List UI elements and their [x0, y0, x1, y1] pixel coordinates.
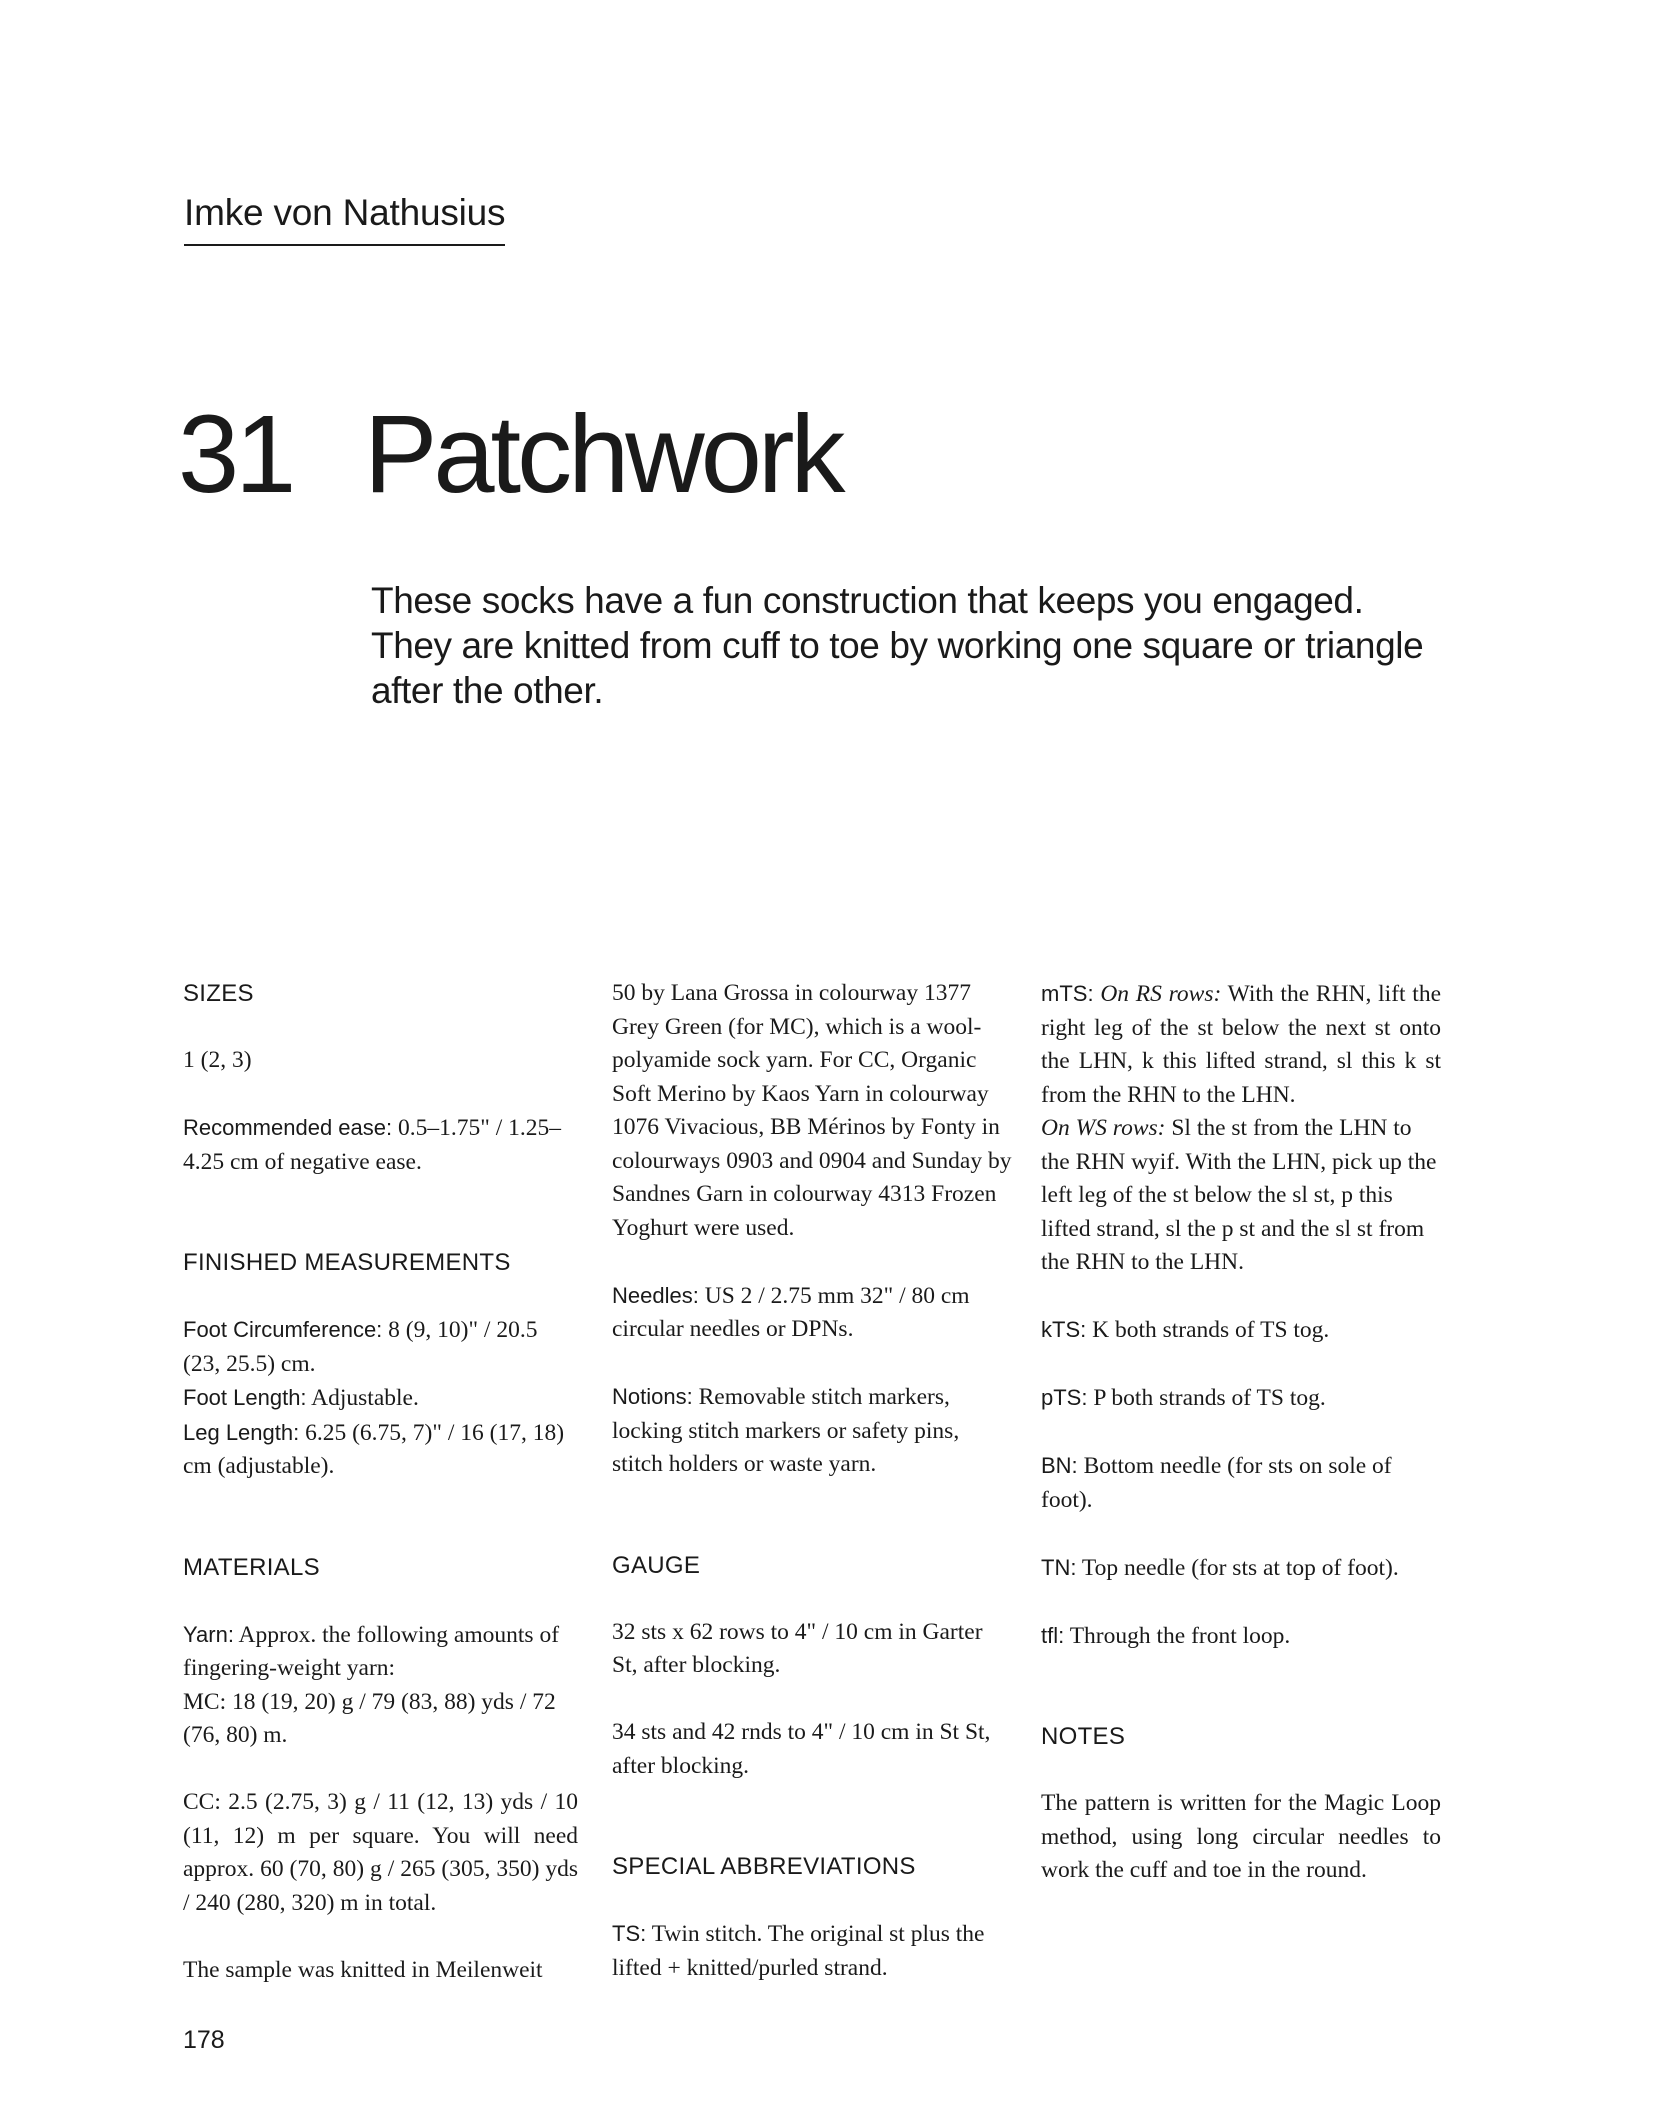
abbr-kts: kTS: K both strands of TS tog. — [1041, 1317, 1330, 1343]
gauge-stockinette: 34 sts and 42 rnds to 4" / 10 cm in St St, after blocking. — [612, 1719, 991, 1779]
yarn-info: Yarn: Approx. the following amounts of fingering-weight yarn: — [183, 1621, 560, 1681]
foot-length: Foot Length: Adjustable. — [183, 1385, 419, 1411]
foot-circumference: Foot Circumference: 8 (9, 10)" / 20.5 (23, 25.5) cm. — [183, 1317, 538, 1377]
notes-heading: NOTES — [1041, 1723, 1126, 1750]
leg-length: Leg Length: 6.25 (6.75, 7)" / 16 (17, 18) cm (adjustable). — [183, 1419, 565, 1479]
sizes-value: 1 (2, 3) — [183, 1047, 252, 1073]
column-1 — [183, 977, 578, 1987]
notions-info: Notions: Removable stitch markers, locking stitch markers or safety pins, stitch holders or waste yarn. — [612, 1384, 960, 1477]
abbr-mts-rs: mTS: On RS rows: With the RHN, lift the right leg of the st below the next st onto the LHN, k this lifted strand, sl this k st from the RHN to the LHN. — [1041, 981, 1442, 1108]
abbr-tn: TN: Top needle (for sts at top of foot). — [1041, 1554, 1399, 1581]
notes-text: The pattern is written for the Magic Loop method, using long circular needles to work the cuff and toe in the round. — [1041, 1790, 1441, 1883]
abbr-pts: pTS: P both strands of TS tog. — [1041, 1385, 1326, 1411]
sizes-heading: SIZES — [183, 980, 254, 1007]
column-3 — [1041, 977, 1441, 1888]
materials-heading: MATERIALS — [183, 1553, 320, 1581]
recommended-ease: Recommended ease: 0.5–1.75" / 1.25–4.25 cm of negative ease. — [183, 1115, 561, 1175]
abbr-ts: TS: Twin stitch. The original st plus the lifted + knitted/purled strand. — [612, 1921, 985, 1981]
page-number: 178 — [183, 2026, 225, 2054]
sample-yarn-start: The sample was knitted in Meilenweit — [183, 1956, 543, 1983]
yarn-cc: CC: 2.5 (2.75, 3) g / 11 (12, 13) yds / 10 (11, 12) m per square. You will need approx. 60 (70, 80) g / 265 (305, 350) yds / 240 (280, 320) m in total. — [183, 1789, 578, 1916]
pattern-number: 31 — [178, 393, 293, 516]
needles-info: Needles: US 2 / 2.75 mm 32" / 80 cm circular needles or DPNs. — [612, 1282, 970, 1342]
sample-yarn-continued: 50 by Lana Grossa in colourway 1377 Grey Green (for MC), which is a wool-polyamide sock yarn. For CC, Organic Soft Merino by Kaos Yarn in colourway 1076 Vivacious, BB Mérinos by Fonty in colourways 0903 and 0904 and Sunday by Sandnes Garn in colourway 4313 Frozen Yoghurt were used. — [612, 980, 1012, 1241]
gauge-garter: 32 sts x 62 rows to 4" / 10 cm in Garter St, after blocking. — [612, 1618, 983, 1678]
pattern-title: Patchwork — [364, 393, 842, 516]
abbr-mts-ws: On WS rows: Sl the st from the LHN to the RHN wyif. With the LHN, pick up the left leg of the st below the sl st, p this lifted strand, sl the p st and the sl st from the RHN to the LHN. — [1041, 1115, 1437, 1275]
special-abbreviations-heading: SPECIAL ABBREVIATIONS — [612, 1853, 916, 1880]
finished-measurements-heading: FINISHED MEASUREMENTS — [183, 1249, 511, 1276]
author-name: Imke von Nathusius — [184, 192, 505, 246]
abbr-tfl: tfl: Through the front loop. — [1041, 1622, 1291, 1649]
gauge-heading: GAUGE — [612, 1551, 701, 1579]
column-2 — [612, 977, 1012, 1985]
intro-paragraph: These socks have a fun construction that keeps you engaged. They are knitted from cuff to toe by working one square or triangle after the other. — [371, 580, 1424, 711]
yarn-mc: MC: 18 (19, 20) g / 79 (83, 88) yds / 72 (76, 80) m. — [183, 1688, 556, 1748]
abbr-bn: BN: Bottom needle (for sts on sole of foot). — [1041, 1453, 1392, 1513]
pattern-title-row — [178, 393, 842, 516]
